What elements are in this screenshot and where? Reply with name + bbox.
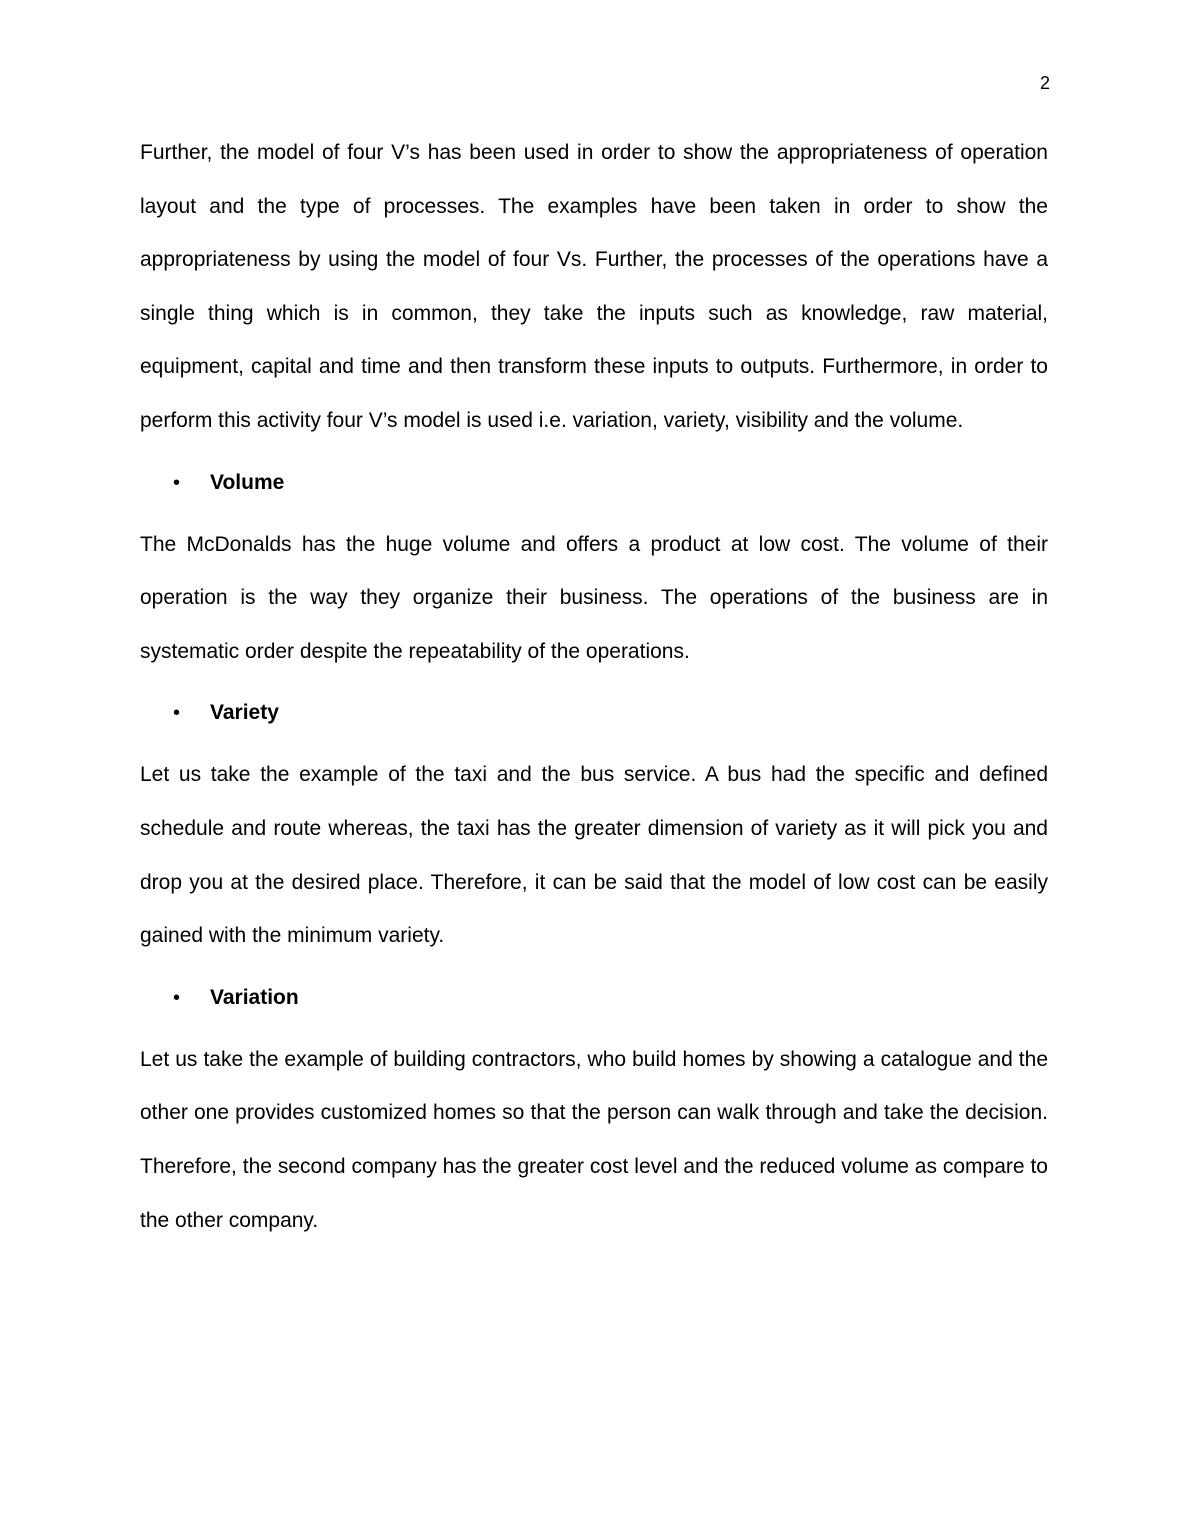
bullet-icon: • bbox=[173, 702, 181, 725]
bullet-icon: • bbox=[173, 471, 181, 494]
section-paragraph-volume: The McDonalds has the huge volume and offers a product at low cost. The volume of their operation is the way they organize their business. The operations of the business are in systematic order despite the repeatability of the operations. bbox=[140, 532, 1048, 663]
bullet-icon: • bbox=[173, 986, 181, 1009]
section-heading-variety bbox=[140, 678, 1048, 748]
section-heading-volume bbox=[140, 448, 1048, 518]
page-number: 2 bbox=[1039, 73, 1050, 93]
section-heading-text: Variety bbox=[210, 701, 279, 725]
document-body bbox=[140, 126, 1048, 1247]
section-heading-variation bbox=[140, 963, 1048, 1033]
section-paragraph-variation: Let us take the example of building contractors, who build homes by showing a catalogue and the other one provides customized homes so that the person can walk through and take the decision. Therefore, the second company has the greater cost level and the reduced volume as compare to the other company. bbox=[140, 1047, 1048, 1232]
section-paragraph-variety: Let us take the example of the taxi and the bus service. A bus had the specific and defined schedule and route whereas, the taxi has the greater dimension of variety as it will pick you and drop you at the desired place. Therefore, it can be said that the model of low cost can be easily gained with the minimum variety. bbox=[140, 763, 1048, 948]
section-heading-text: Volume bbox=[210, 470, 285, 494]
section-heading-text: Variation bbox=[210, 985, 299, 1009]
intro-paragraph: Further, the model of four V’s has been used in order to show the appropriateness of operation layout and the type of processes. The examples have been taken in order to show the appropriateness by using the model of four Vs. Further, the processes of the operations have a single thing which is in common, they take the inputs such as knowledge, raw material, equipment, capital and time and then transform these inputs to outputs. Furthermore, in order to perform this activity four V’s model is used i.e. variation, variety, visibility and the volume. bbox=[140, 141, 1048, 432]
